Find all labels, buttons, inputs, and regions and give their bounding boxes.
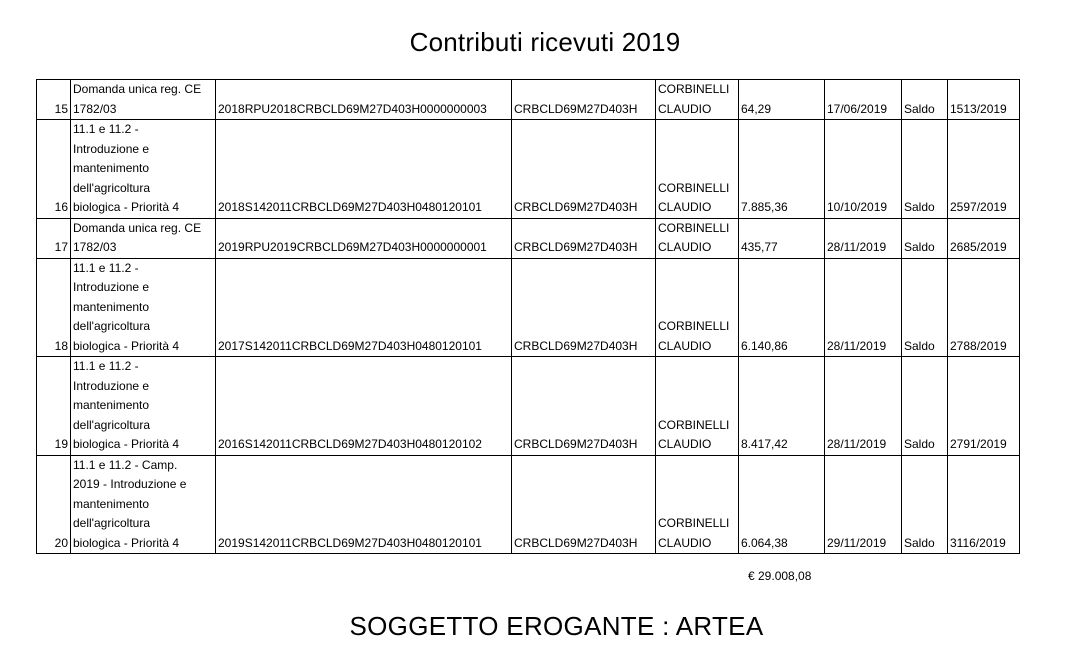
beneficiary-line: CLAUDIO [658, 437, 712, 451]
total-amount: € 29.008,08 [748, 569, 812, 583]
description-line: biologica - Priorità 4 [73, 200, 180, 214]
amount-cell: 7.885,36 [739, 120, 825, 219]
amount-cell: 435,77 [739, 218, 825, 258]
amount-cell: 64,29 [739, 80, 825, 120]
beneficiary-line: CORBINELLI [658, 220, 730, 235]
table-row [37, 258, 1020, 357]
reference-cell: 3116/2019 [948, 455, 1020, 554]
description-line: 11.1 e 11.2 - [73, 359, 139, 373]
description-line: Introduzione e [73, 378, 150, 393]
row-number: 17 [37, 218, 71, 258]
amount-cell: 6.064,38 [739, 455, 825, 554]
row-number: 15 [37, 80, 71, 120]
date-cell: 10/10/2019 [825, 120, 902, 219]
description-cell [71, 258, 216, 357]
description-line: dell'agricoltura [73, 319, 150, 333]
beneficiary-line: CORBINELLI [658, 180, 730, 195]
reference-cell: 2788/2019 [948, 258, 1020, 357]
description-line: 11.1 e 11.2 - [73, 260, 139, 275]
beneficiary-line: CLAUDIO [658, 240, 712, 254]
amount-cell: 6.140,86 [739, 258, 825, 357]
description-line: 1782/03 [73, 101, 117, 116]
application-code-cell: 2018RPU2018CRBCLD69M27D403H0000000003 [216, 80, 512, 120]
description-line: 11.1 e 11.2 - [73, 122, 139, 136]
beneficiary-line: CORBINELLI [658, 516, 730, 530]
tax-code-cell: CRBCLD69M27D403H [512, 455, 656, 554]
application-code-cell: 2019S142011CRBCLD69M27D403H0480120101 [216, 455, 512, 554]
issuer-footer: SOGGETTO EROGANTE : ARTEA [349, 611, 764, 641]
description-cell [71, 218, 216, 258]
beneficiary-line: CLAUDIO [658, 338, 712, 353]
amount-cell: 8.417,42 [739, 357, 825, 456]
description-line: Domanda unica reg. CE [73, 220, 202, 235]
description-line: mantenimento [73, 496, 150, 511]
beneficiary-cell [656, 455, 739, 554]
description-line: 2019 - Introduzione e [73, 477, 187, 491]
tax-code-cell: CRBCLD69M27D403H [512, 80, 656, 120]
beneficiary-line: CLAUDIO [658, 200, 712, 214]
application-code-cell: 2017S142011CRBCLD69M27D403H0480120101 [216, 258, 512, 357]
payment-type-cell: Saldo [902, 258, 948, 357]
page-title: Contributi ricevuti 2019 [409, 27, 681, 57]
reference-cell: 2597/2019 [948, 120, 1020, 219]
table-row [37, 218, 1020, 258]
payment-type-cell: Saldo [902, 218, 948, 258]
table-row [37, 455, 1020, 554]
date-cell: 28/11/2019 [825, 218, 902, 258]
reference-cell: 2791/2019 [948, 357, 1020, 456]
row-number: 20 [37, 455, 71, 554]
description-line: 11.1 e 11.2 - Camp. [73, 457, 178, 472]
row-number: 19 [37, 357, 71, 456]
description-line: mantenimento [73, 398, 150, 412]
beneficiary-cell [656, 80, 739, 120]
reference-cell: 2685/2019 [948, 218, 1020, 258]
description-line: biologica - Priorità 4 [73, 338, 180, 353]
beneficiary-cell [656, 258, 739, 357]
beneficiary-line: CLAUDIO [658, 101, 712, 116]
description-cell [71, 80, 216, 120]
row-number: 18 [37, 258, 71, 357]
beneficiary-line: CORBINELLI [658, 82, 730, 96]
description-line: biologica - Priorità 4 [73, 535, 180, 550]
description-cell [71, 357, 216, 456]
table-row [37, 357, 1020, 456]
row-number: 16 [37, 120, 71, 219]
table-row [37, 80, 1020, 120]
description-line: Introduzione e [73, 141, 150, 156]
tax-code-cell: CRBCLD69M27D403H [512, 218, 656, 258]
description-line: mantenimento [73, 161, 150, 175]
beneficiary-cell [656, 357, 739, 456]
date-cell: 17/06/2019 [825, 80, 902, 120]
application-code-cell: 2019RPU2019CRBCLD69M27D403H0000000001 [216, 218, 512, 258]
table-row [37, 120, 1020, 219]
description-line: Introduzione e [73, 280, 150, 294]
payment-type-cell: Saldo [902, 455, 948, 554]
description-line: mantenimento [73, 299, 150, 314]
beneficiary-line: CORBINELLI [658, 319, 730, 333]
application-code-cell: 2018S142011CRBCLD69M27D403H0480120101 [216, 120, 512, 219]
description-line: dell'agricoltura [73, 417, 150, 432]
payment-type-cell: Saldo [902, 80, 948, 120]
date-cell: 29/11/2019 [825, 455, 902, 554]
date-cell: 28/11/2019 [825, 357, 902, 456]
beneficiary-line: CORBINELLI [658, 417, 730, 432]
contributions-table [36, 79, 1020, 554]
description-line: 1782/03 [73, 240, 117, 254]
description-line: biologica - Priorità 4 [73, 437, 180, 451]
payment-type-cell: Saldo [902, 357, 948, 456]
tax-code-cell: CRBCLD69M27D403H [512, 258, 656, 357]
tax-code-cell: CRBCLD69M27D403H [512, 120, 656, 219]
beneficiary-cell [656, 120, 739, 219]
tax-code-cell: CRBCLD69M27D403H [512, 357, 656, 456]
description-line: dell'agricoltura [73, 516, 150, 530]
description-cell [71, 120, 216, 219]
beneficiary-cell [656, 218, 739, 258]
date-cell: 28/11/2019 [825, 258, 902, 357]
description-cell [71, 455, 216, 554]
description-line: Domanda unica reg. CE [73, 82, 202, 96]
application-code-cell: 2016S142011CRBCLD69M27D403H0480120102 [216, 357, 512, 456]
payment-type-cell: Saldo [902, 120, 948, 219]
reference-cell: 1513/2019 [948, 80, 1020, 120]
beneficiary-line: CLAUDIO [658, 535, 712, 550]
description-line: dell'agricoltura [73, 180, 150, 195]
